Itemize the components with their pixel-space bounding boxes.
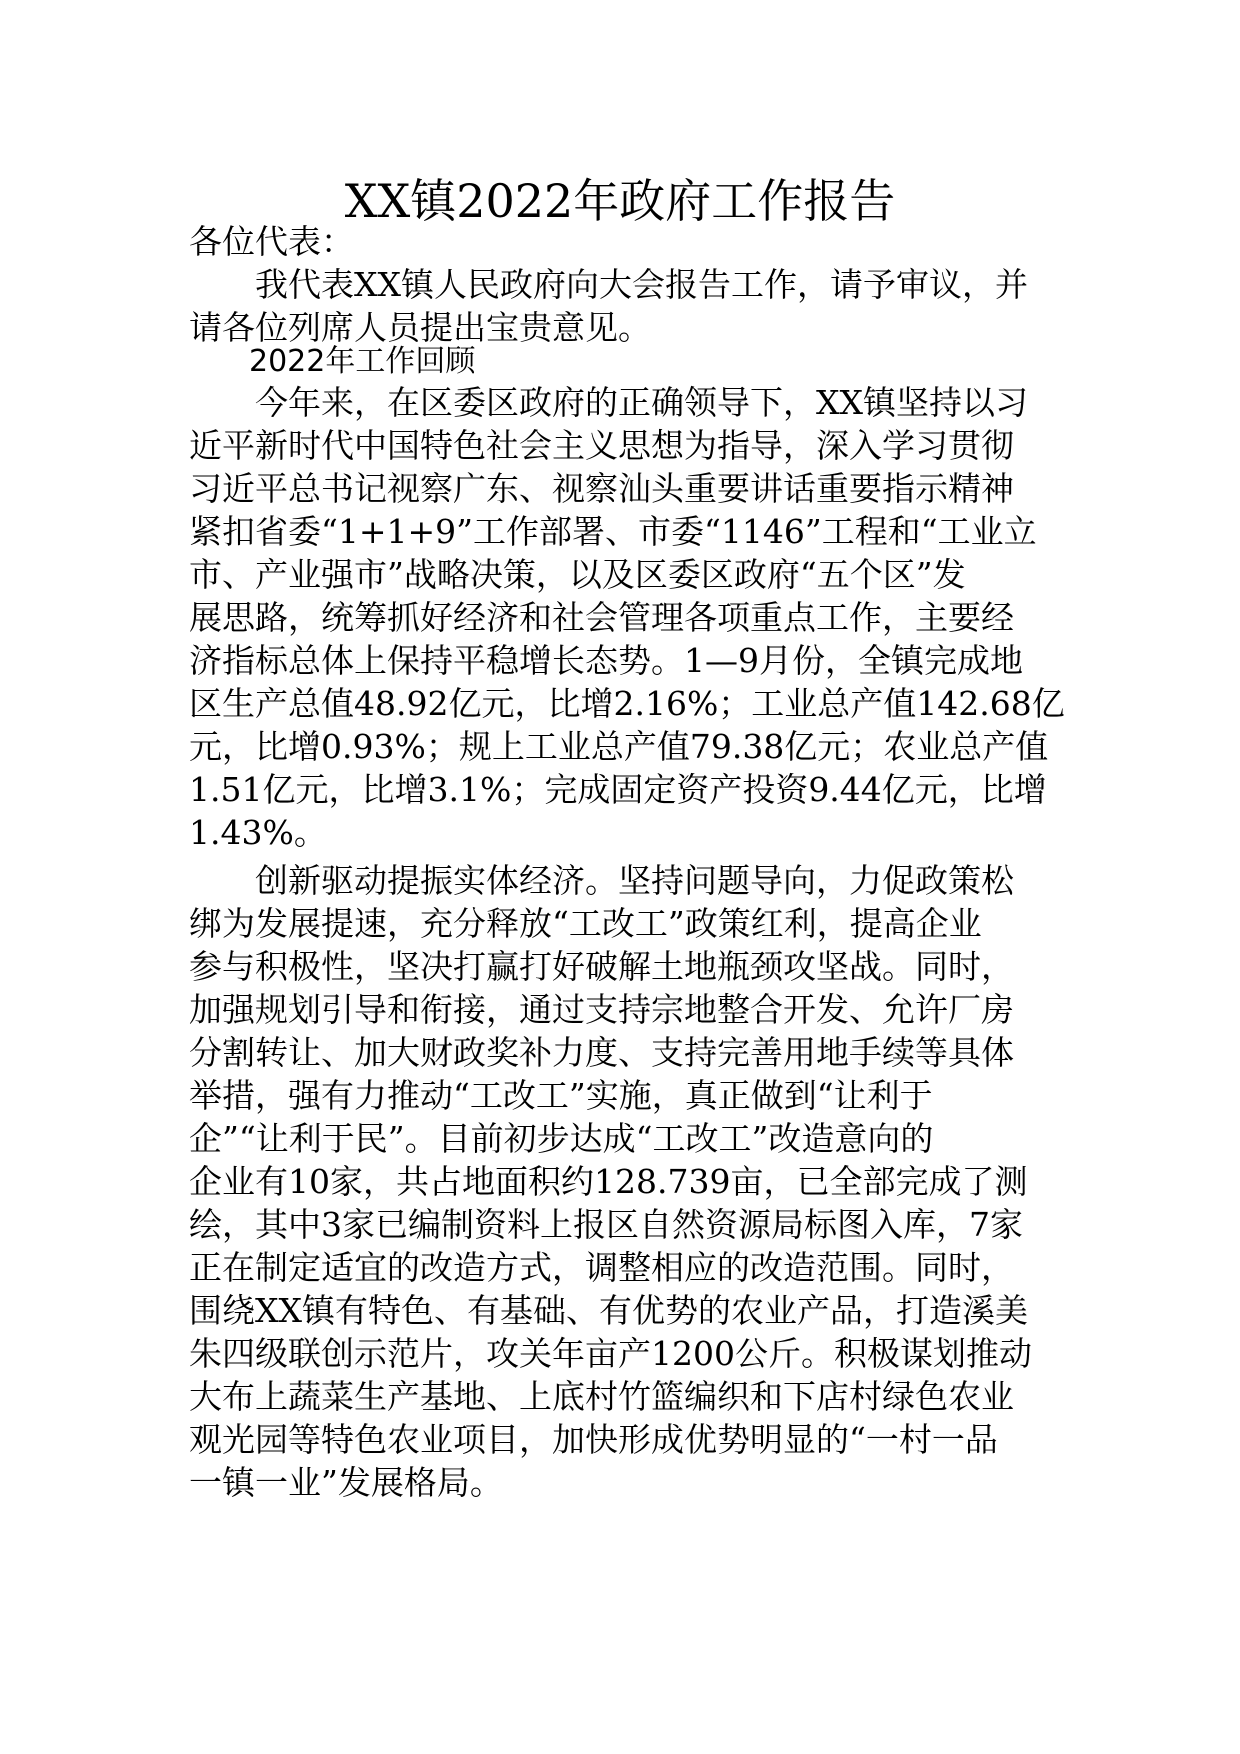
body-line: 请各位列席人员提出宝贵意见。 [189,308,651,347]
document-title: XX镇2022年政府工作报告 [344,174,896,228]
body-line: 元，比增0.93%；规上工业总产值79.38亿元；农业总产值 [189,727,1049,766]
body-line: 企”“让利于民”。目前初步达成“工改工”改造意向的 [189,1119,934,1158]
body-line: 一镇一业”发展格局。 [189,1463,503,1502]
body-line: 展思路，统筹抓好经济和社会管理各项重点工作，主要经 [189,598,1014,637]
body-line: 观光园等特色农业项目，加快形成优势明显的“一村一品 [189,1420,998,1459]
section-heading: 2022年工作回顾 [189,344,476,379]
body-line: 我代表XX镇人民政府向大会报告工作，请予审议，并 [189,265,1028,304]
body-line: 参与积极性，坚决打赢打好破解土地瓶颈攻坚战。同时， [189,947,1014,986]
body-line: 习近平总书记视察广东、视察汕头重要讲话重要指示精神 [189,469,1014,508]
body-line: 加强规划引导和衔接，通过支持宗地整合开发、允许厂房 [189,990,1014,1029]
body-line: 1.43%。 [189,813,327,852]
body-line: 分割转让、加大财政奖补力度、支持完善用地手续等具体 [189,1033,1014,1072]
body-line: 绑为发展提速，充分释放“工改工”政策红利，提高企业 [189,904,982,943]
body-line: 大布上蔬菜生产基地、上底村竹篮编织和下店村绿色农业 [189,1377,1014,1416]
body-line: 1.51亿元，比增3.1%；完成固定资产投资9.44亿元，比增 [189,770,1047,809]
body-line: 围绕XX镇有特色、有基础、有优势的农业产品，打造溪美 [189,1291,1028,1330]
body-line: 市、产业强市”战略决策，以及区委区政府“五个区”发 [189,555,966,594]
body-line: 企业有10家，共占地面积约128.739亩，已全部完成了测 [189,1162,1028,1201]
body-line: 创新驱动提振实体经济。坚持问题导向，力促政策松 [189,861,1014,900]
body-line: 举措，强有力推动“工改工”实施，真正做到“让利于 [189,1076,933,1115]
body-line: 朱四级联创示范片，攻关年亩产1200公斤。积极谋划推动 [189,1334,1032,1373]
body-line: 区生产总值48.92亿元，比增2.16%；工业总产值142.68亿 [189,684,1065,723]
body-line: 绘，其中3家已编制资料上报区自然资源局标图入库，7家 [189,1205,1023,1244]
body-line: 紧扣省委“1+1+9”工作部署、市委“1146”工程和“工业立 [189,512,1037,551]
body-line: 近平新时代中国特色社会主义思想为指导，深入学习贯彻 [189,426,1014,465]
salutation-line: 各位代表： [189,222,354,261]
body-line: 正在制定适宜的改造方式，调整相应的改造范围。同时， [189,1248,1014,1287]
body-line: 济指标总体上保持平稳增长态势。1—9月份，全镇完成地 [189,641,1023,680]
body-line: 今年来，在区委区政府的正确领导下，XX镇坚持以习 [189,383,1028,422]
